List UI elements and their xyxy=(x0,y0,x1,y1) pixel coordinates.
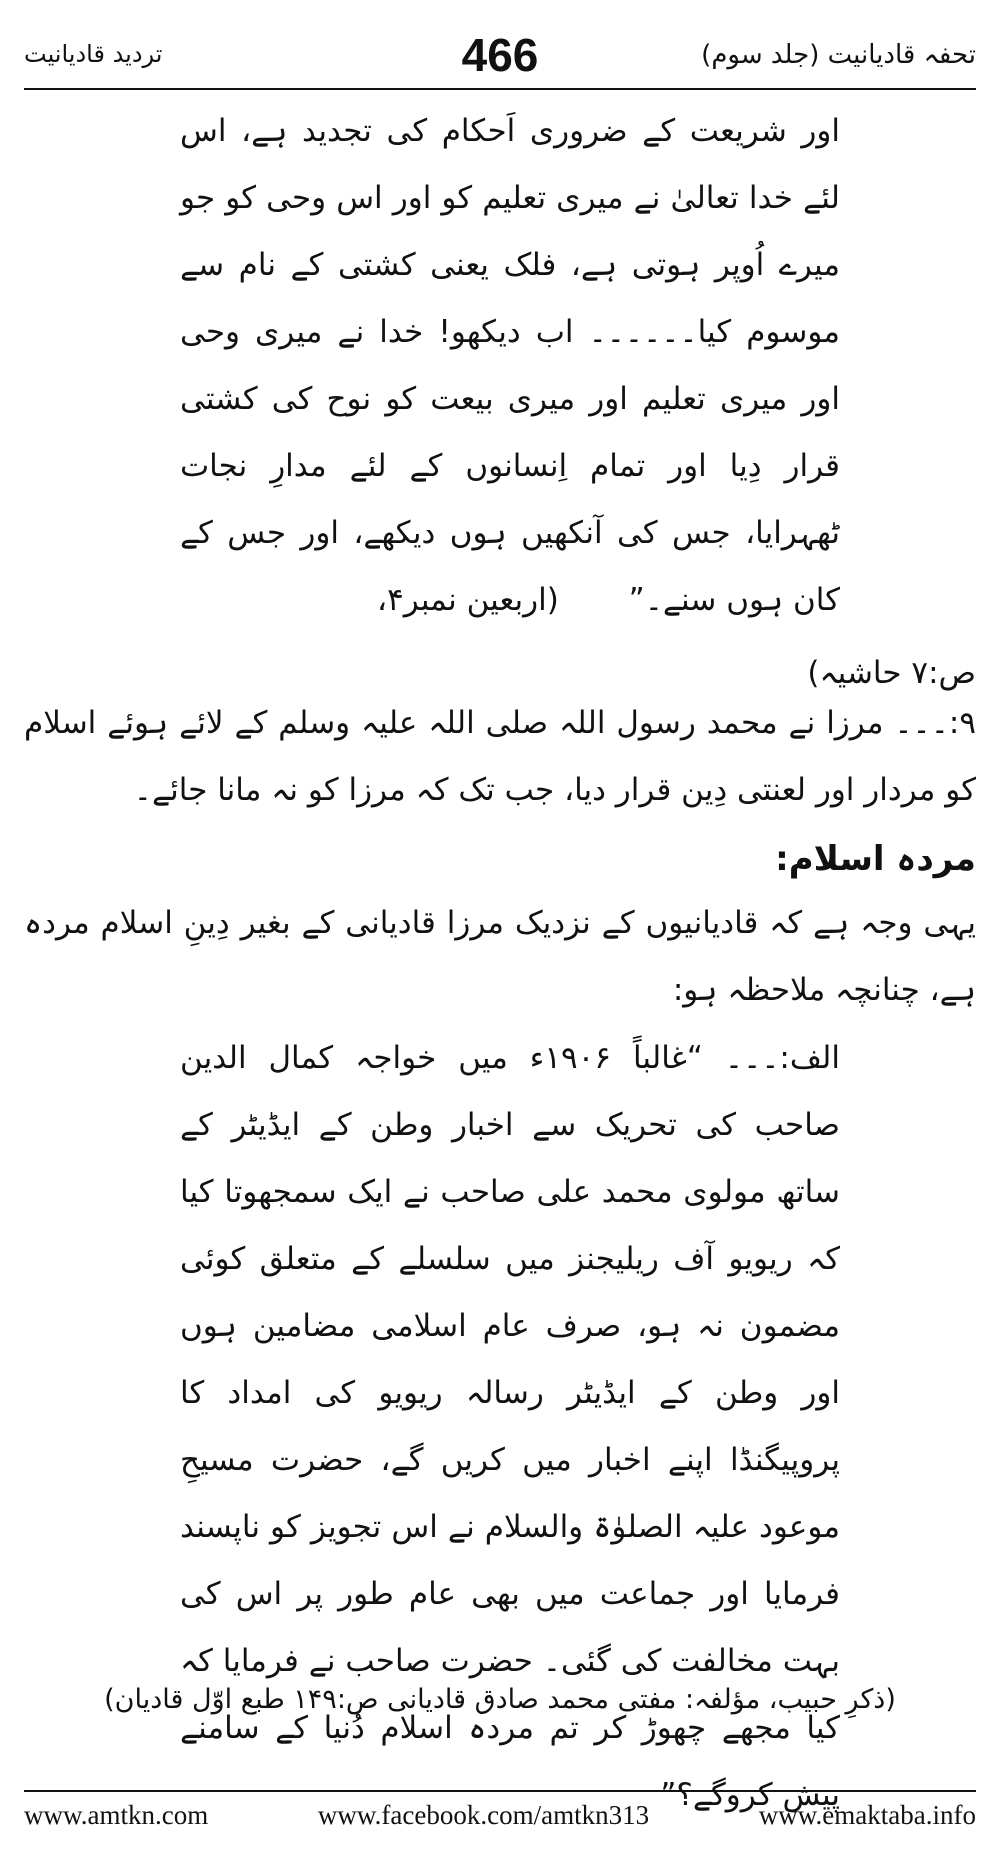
reference-citation: (ذکرِ حبیب، مؤلفہ: مفتی محمد صادق قادیانی ص:۱۴۹ طبع اوّل قادیان) xyxy=(104,1684,896,1715)
point-nine-paragraph: ۹:۔۔۔ مرزا نے محمد رسول اللہ صلی اللہ علیہ وسلم کے لائے ہوئے اسلام کو مردار اور لعنتی دِین قرار دیا، جب تک کہ مرزا کو نہ مانا جائے۔ xyxy=(24,705,976,808)
section-title: تردید قادیانیت xyxy=(24,40,163,68)
footer-link-emaktaba[interactable]: www.emaktaba.info xyxy=(758,1800,976,1830)
quote-paragraph xyxy=(180,98,840,634)
page-header xyxy=(24,18,976,90)
page-number: 466 xyxy=(461,29,539,81)
footer-link-facebook[interactable]: www.facebook.com/amtkn313 xyxy=(317,1800,650,1830)
intro-paragraph: یہی وجہ ہے کہ قادیانیوں کے نزدیک مرزا قادیانی کے بغیر دِینِ اسلام مردہ ہے، چنانچہ ملاحظہ ہو: xyxy=(24,905,976,1008)
footer-link-amtkn[interactable]: www.amtkn.com xyxy=(24,1800,209,1830)
page-footer xyxy=(24,1790,976,1831)
book-title: تحفہ قادیانیت (جلد سوم) xyxy=(701,40,976,70)
quote-citation: (اربعین نمبر۴، xyxy=(377,582,559,618)
quote-citation-end: ص:۷ حاشیہ) xyxy=(807,655,976,691)
section-heading: مردہ اسلام: xyxy=(775,839,976,879)
quote-text: اور شریعت کے ضروری اَحکام کی تجدید ہے، اس لئے خدا تعالیٰ نے میری تعلیم کو اور اس وحی کو جو میرے اُوپر ہوتی ہے، فلک یعنی کشتی کے نام سے موسوم کیا۔۔۔۔۔۔ اب دیکھو! خدا نے میری وحی اور میری تعلیم اور میری بیعت کو نوح کی کشتی قرار دِیا اور تمام اِنسانوں کے لئے مدارِ نجات ٹھہرایا، جس کی آنکھیں ہوں دیکھے، اور جس کے کان ہوں سنے۔” xyxy=(180,113,840,618)
quote-paragraph-alif: الف:۔۔۔ “غالباً ۱۹۰۶ء میں خواجہ کمال الدین صاحب کی تحریک سے اخبار وطن کے ایڈیٹر کے ساتھ مولوی محمد علی صاحب نے ایک سمجھوتا کیا کہ ریویو آف ریلیجنز میں سلسلے کے متعلق کوئی مضمون نہ ہو، صرف عام اسلامی مضامین ہوں اور وطن کے ایڈیٹر رسالہ ریویو کی امداد کا پروپیگنڈا اپنے اخبار میں کریں گے، حضرت مسیحِ موعود علیہ الصلوٰۃ والسلام نے اس تجویز کو ناپسند فرمایا اور جماعت میں بھی عام طور پر اس کی بہت مخالفت کی گئی۔ حضرت صاحب نے فرمایا کہ کیا مجھے چھوڑ کر تم مردہ اسلام دُنیا کے سامنے پیش کروگے؟” xyxy=(180,1040,840,1813)
